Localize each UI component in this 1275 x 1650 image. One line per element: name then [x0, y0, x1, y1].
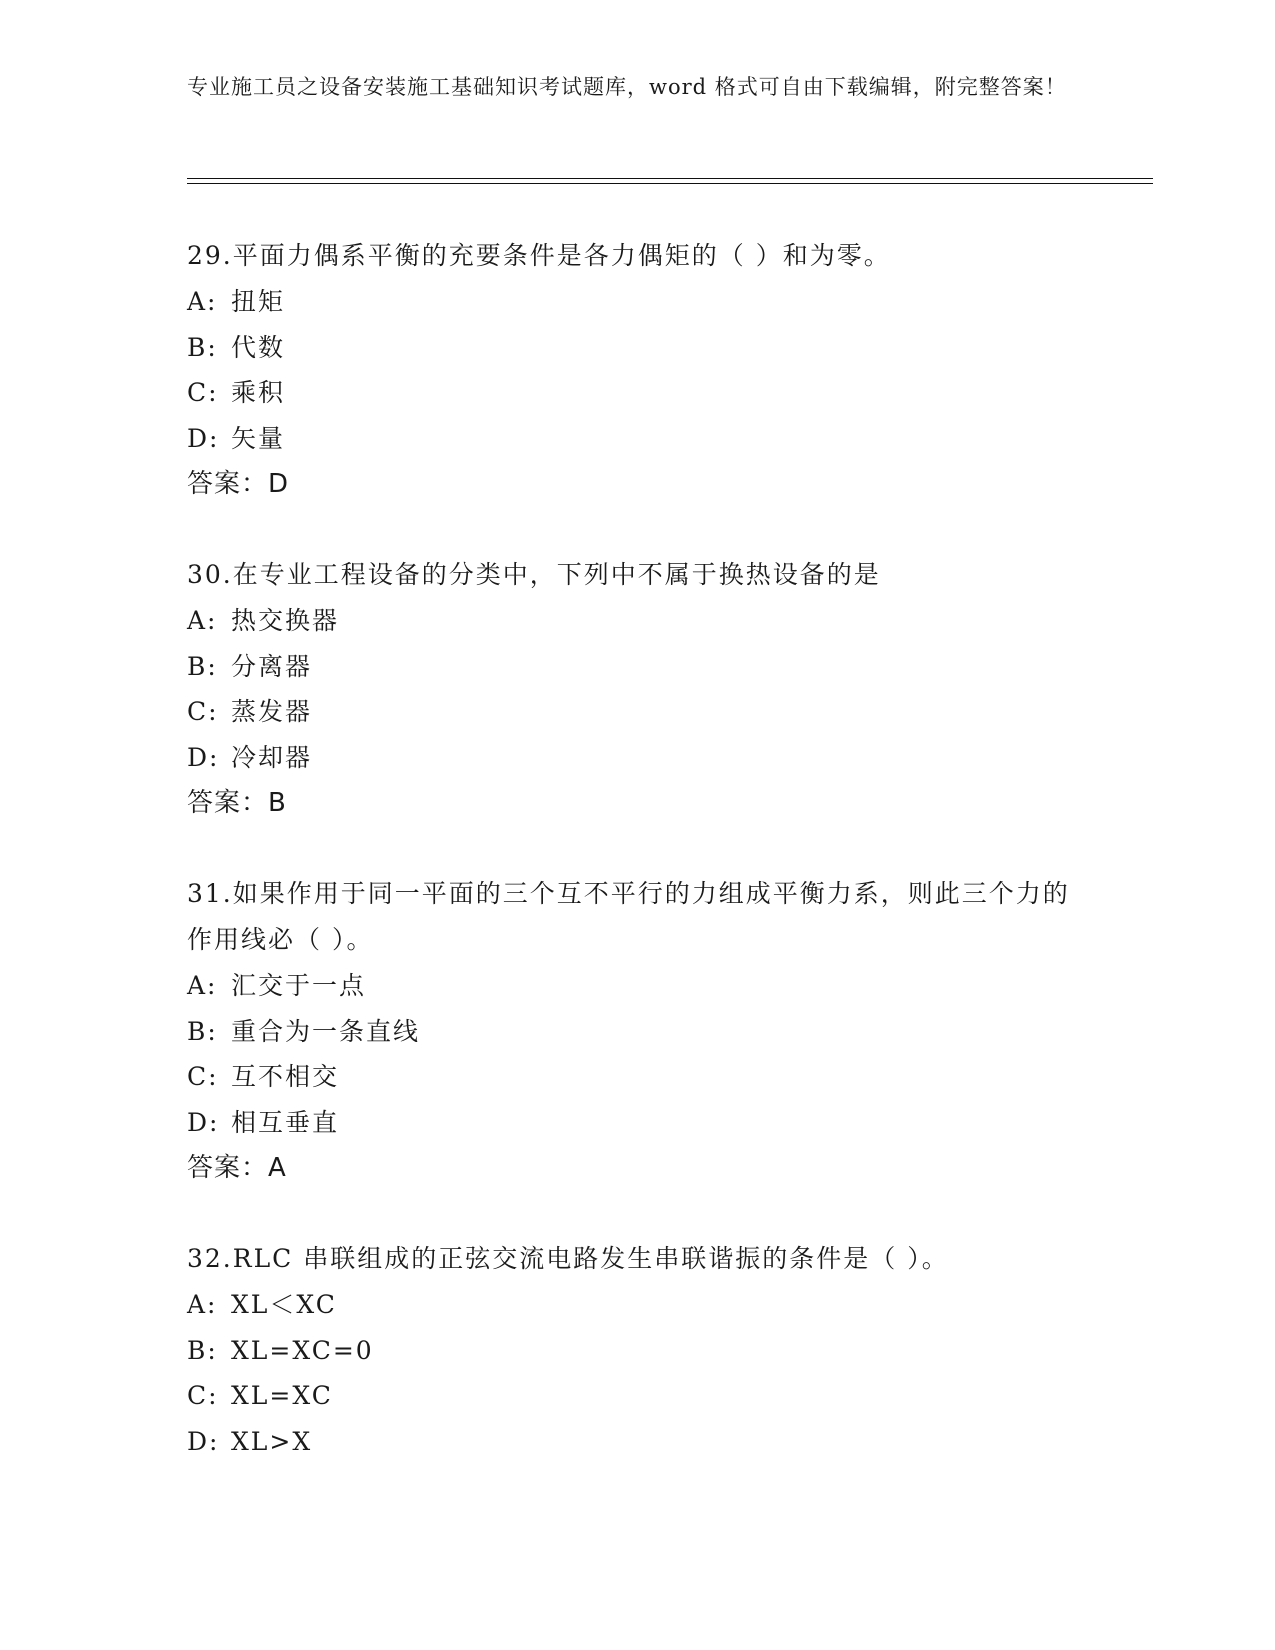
answer-value: B	[268, 788, 287, 818]
option-text: 代数	[231, 332, 286, 362]
answer-line	[187, 1145, 1087, 1191]
question-stem: 32.RLC 串联组成的正弦交流电路发生串联谐振的条件是（ ）。	[187, 1244, 949, 1273]
option-letter: B:	[187, 1016, 218, 1046]
answer-label: 答案：	[187, 469, 269, 499]
answer-line	[187, 461, 1087, 507]
header-rule-top	[187, 178, 1153, 179]
question-32	[187, 1236, 1087, 1464]
question-stem: 31.如果作用于同一平面的三个互不平行的力组成平衡力系，则此三个力的作用线必（ ）。	[187, 879, 1070, 954]
question-stem: 30.在专业工程设备的分类中，下列中不属于换热设备的是	[187, 560, 881, 589]
option-letter: B:	[187, 651, 218, 681]
option-d	[187, 1419, 1087, 1465]
option-text: XL＜XC	[231, 1290, 337, 1319]
answer-label: 答案：	[187, 788, 269, 818]
option-c	[187, 370, 1087, 416]
option-letter: C:	[187, 378, 219, 407]
option-letter: C:	[187, 1062, 219, 1091]
answer-value: D	[268, 469, 290, 499]
question-30	[187, 552, 1087, 826]
option-letter: C:	[187, 697, 219, 726]
option-letter: A:	[187, 606, 218, 635]
option-b	[187, 325, 1087, 371]
option-d	[187, 735, 1087, 781]
question-29	[187, 233, 1087, 507]
option-letter: B:	[187, 332, 218, 362]
option-letter: B:	[187, 1335, 218, 1365]
question-stem: 29.平面力偶系平衡的充要条件是各力偶矩的（ ）和为零。	[187, 241, 891, 270]
option-text: 汇交于一点	[231, 971, 367, 1000]
answer-line	[187, 780, 1087, 826]
option-text: 蒸发器	[231, 697, 313, 726]
option-text: 重合为一条直线	[231, 1016, 421, 1046]
question-31	[187, 871, 1087, 1191]
header-rule-bottom	[187, 183, 1153, 184]
document-header: 专业施工员之设备安装施工基础知识考试题库，word 格式可自由下载编辑，附完整答案！	[187, 75, 1067, 99]
option-letter: C:	[187, 1381, 219, 1410]
option-text: 相互垂直	[231, 1107, 340, 1137]
option-d	[187, 416, 1087, 462]
option-text: 乘积	[231, 378, 286, 407]
option-d	[187, 1100, 1087, 1146]
option-text: XL=XC	[231, 1381, 333, 1410]
option-c	[187, 1373, 1087, 1419]
option-letter: D:	[187, 1426, 220, 1456]
option-b	[187, 644, 1087, 690]
option-letter: D:	[187, 1107, 220, 1137]
option-text: 分离器	[231, 651, 313, 681]
option-a	[187, 279, 1087, 325]
option-text: XL=XC=0	[231, 1335, 374, 1365]
option-text: 互不相交	[231, 1062, 340, 1091]
option-a	[187, 1282, 1087, 1328]
option-b	[187, 1009, 1087, 1055]
option-letter: D:	[187, 423, 220, 453]
option-a	[187, 963, 1087, 1009]
option-text: 扭矩	[231, 287, 286, 316]
option-letter: A:	[187, 971, 218, 1000]
option-c	[187, 1054, 1087, 1100]
answer-label: 答案：	[187, 1153, 269, 1183]
answer-value: A	[268, 1153, 287, 1183]
option-text: 热交换器	[231, 606, 340, 635]
option-c	[187, 689, 1087, 735]
option-letter: A:	[187, 287, 218, 316]
option-b	[187, 1328, 1087, 1374]
option-text: 矢量	[231, 423, 286, 453]
option-letter: D:	[187, 742, 220, 772]
option-text: 冷却器	[231, 742, 313, 772]
option-letter: A:	[187, 1290, 218, 1319]
option-text: XL>X	[231, 1426, 313, 1456]
option-a	[187, 598, 1087, 644]
